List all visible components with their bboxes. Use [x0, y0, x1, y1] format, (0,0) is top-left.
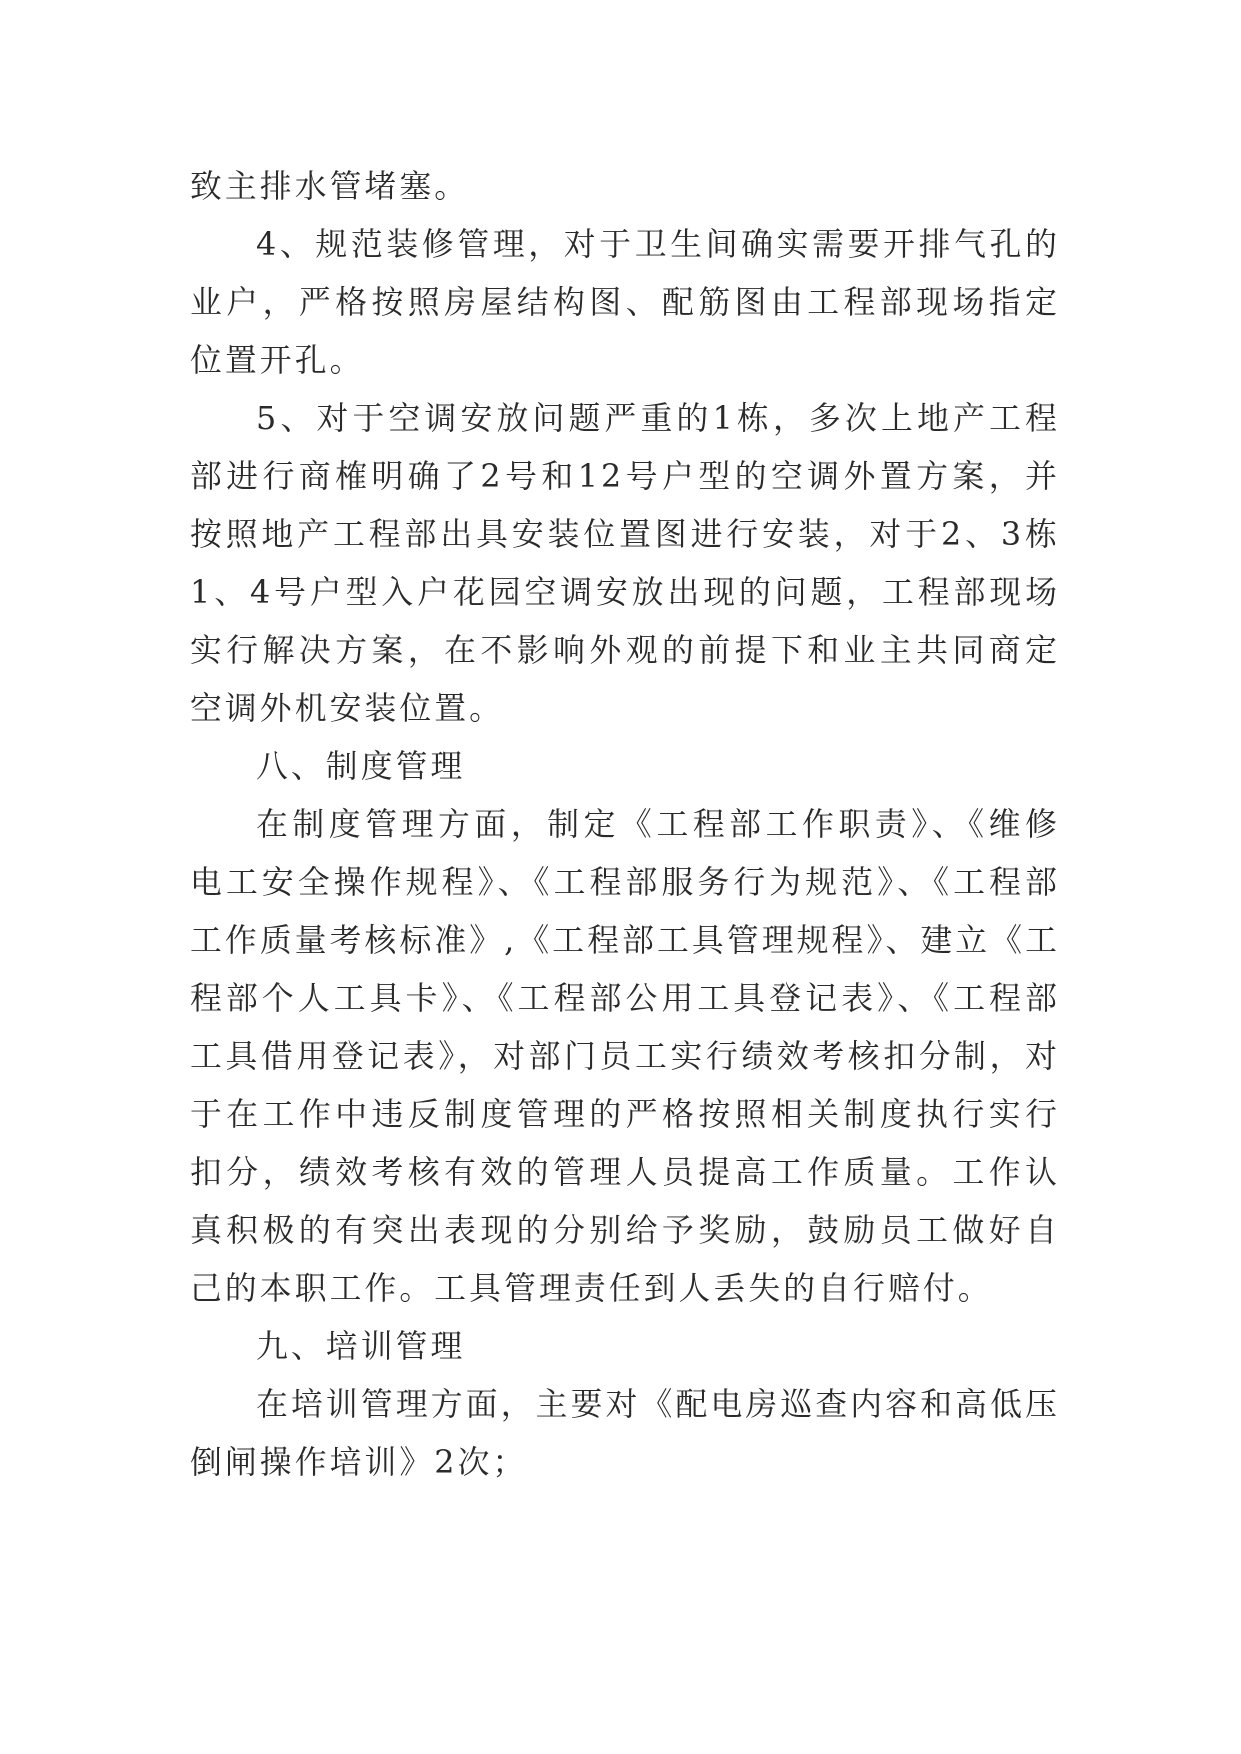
paragraph-item-4: 4、规范装修管理，对于卫生间确实需要开排气孔的业户，严格按照房屋结构图、配筋图由工程部现场指定位置开孔。 [190, 226, 1060, 379]
document-body [190, 158, 1060, 1492]
paragraph-item-5: 5、对于空调安放问题严重的1栋，多次上地产工程部进行商榷明确了2号和12号户型的空调外置方案，并按照地产工程部出具安装位置图进行安装，对于2、3栋1、4号户型入户花园空调安放出现的问题，工程部现场实行解决方案，在不影响外观的前提下和业主共同商定空调外机安装位置。 [190, 400, 1060, 727]
section-heading-system-management: 八、制度管理 [256, 748, 466, 785]
section-heading-training-management: 九、培训管理 [256, 1328, 466, 1365]
paragraph-training-management: 在培训管理方面，主要对《配电房巡查内容和高低压倒闸操作培训》2次； [190, 1386, 1060, 1481]
paragraph-system-management: 在制度管理方面，制定《工程部工作职责》、《维修电工安全操作规程》、《工程部服务行为规范》、《工程部工作质量考核标准》,《工程部工具管理规程》、建立《工程部个人工具卡》、《工程部公用工具登记表》、《工程部工具借用登记表》，对部门员工实行绩效考核扣分制，对于在工作中违反制度管理的严格按照相关制度执行实行扣分，绩效考核有效的管理人员提高工作质量。工作认真积极的有突出表现的分别给予奖励，鼓励员工做好自己的本职工作。工具管理责任到人丢失的自行赔付。 [190, 806, 1060, 1307]
paragraph-continuation: 致主排水管堵塞。 [190, 168, 470, 205]
